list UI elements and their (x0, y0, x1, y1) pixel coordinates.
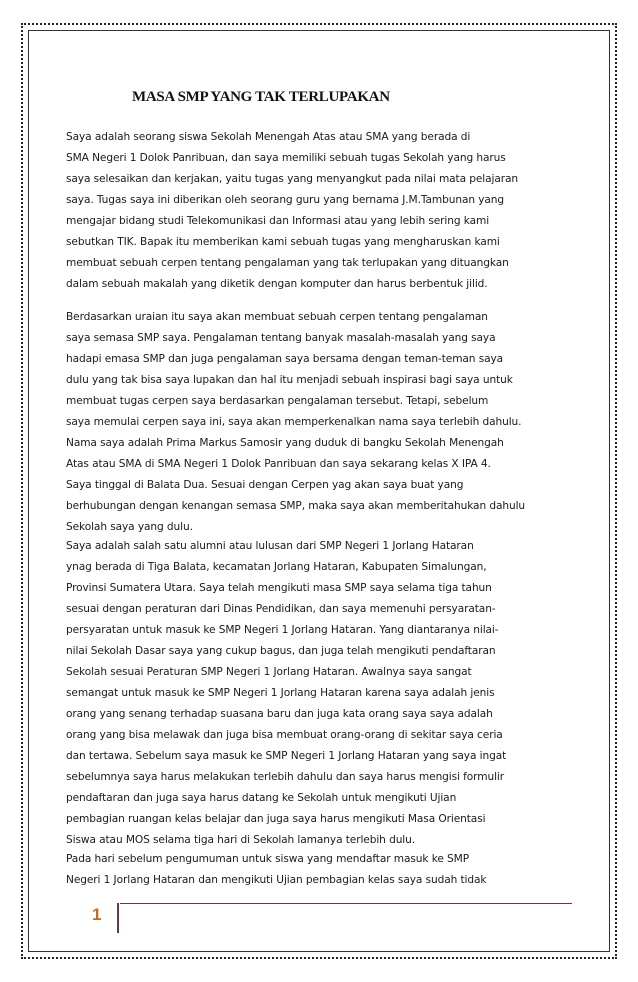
paragraph-line: sebutkan TIK. Bapak itu memberikan kami sebuah tugas yang mengharuskan kami (66, 236, 500, 248)
paragraph-line: berhubungan dengan kenangan semasa SMP, maka saya akan memberitahukan dahulu (66, 500, 526, 512)
paragraph-line: saya semasa SMP saya. Pengalaman tentang banyak masalah-masalah yang saya (66, 332, 496, 344)
paragraph-1 (66, 127, 574, 295)
paragraph-line: orang yang bisa melawak dan juga bisa membuat orang-orang di sekitar saya ceria (66, 729, 503, 741)
paragraph-line: hadapi emasa SMP dan juga pengalaman saya bersama dengan teman-teman saya (66, 353, 504, 365)
paragraph-line: orang yang senang terhadap suasana baru dan juga kata orang saya saya adalah (66, 708, 493, 720)
paragraph-line: mengajar bidang studi Telekomunikasi dan Informasi atau yang lebih sering kami (66, 215, 490, 227)
page-number: 1 (92, 905, 102, 924)
paragraph-line: Sekolah saya yang dulu. (66, 521, 193, 533)
paragraph-line: Pada hari sebelum pengumuman untuk siswa yang mendaftar masuk ke SMP (66, 853, 469, 865)
paragraph-line: saya memulai cerpen saya ini, saya akan memperkenalkan nama saya terlebih dahulu. (66, 416, 522, 428)
paragraph-line: Negeri 1 Jorlang Hataran dan mengikuti Ujian pembagian kelas saya sudah tidak (66, 874, 487, 886)
footer-divider-vertical (117, 903, 119, 933)
paragraph-line: ynag berada di Tiga Balata, kecamatan Jorlang Hataran, Kabupaten Simalungan, (66, 561, 487, 573)
paragraph-line: dan tertawa. Sebelum saya masuk ke SMP Negeri 1 Jorlang Hataran yang saya ingat (66, 750, 507, 762)
paragraph-line: Sekolah sesuai Peraturan SMP Negeri 1 Jorlang Hataran. Awalnya saya sangat (66, 666, 472, 678)
paragraph-line: saya selesaikan dan kerjakan, yaitu tugas yang menyangkut pada nilai mata pelajaran (66, 173, 519, 185)
paragraph-line: SMA Negeri 1 Dolok Panribuan, dan saya memiliki sebuah tugas Sekolah yang harus (66, 152, 506, 164)
paragraph-line: sesuai dengan peraturan dari Dinas Pendidikan, dan saya memenuhi persyaratan- (66, 603, 496, 615)
paragraph-line: Berdasarkan uraian itu saya akan membuat sebuah cerpen tentang pengalaman (66, 311, 488, 323)
paragraph-line: Saya tinggal di Balata Dua. Sesuai dengan Cerpen yag akan saya buat yang (66, 479, 464, 491)
paragraph-line: Saya adalah salah satu alumni atau lulusan dari SMP Negeri 1 Jorlang Hataran (66, 540, 474, 552)
paragraph-line: membuat sebuah cerpen tentang pengalaman yang tak terlupakan yang dituangkan (66, 257, 509, 269)
footer-rule (120, 903, 572, 904)
paragraph-3 (66, 536, 574, 851)
paragraph-line: dalam sebuah makalah yang diketik dengan komputer dan harus berbentuk jilid. (66, 278, 488, 290)
paragraph-line: sebelumnya saya harus melakukan terlebih dahulu dan saya harus mengisi formulir (66, 771, 505, 783)
paragraph-line: Provinsi Sumatera Utara. Saya telah mengikuti masa SMP saya selama tiga tahun (66, 582, 492, 594)
paragraph-line: Atas atau SMA di SMA Negeri 1 Dolok Panribuan dan saya sekarang kelas X IPA 4. (66, 458, 491, 470)
paragraph-line: Siswa atau MOS selama tiga hari di Sekolah lamanya terlebih dulu. (66, 834, 416, 846)
paragraph-line: saya. Tugas saya ini diberikan oleh seorang guru yang bernama J.M.Tambunan yang (66, 194, 505, 206)
paragraph-line: Nama saya adalah Prima Markus Samosir yang duduk di bangku Sekolah Menengah (66, 437, 504, 449)
paragraph-2 (66, 307, 574, 538)
page-title: MASA SMP YANG TAK TERLUPAKAN (132, 89, 390, 105)
paragraph-line: dulu yang tak bisa saya lupakan dan hal itu menjadi sebuah inspirasi bagi saya untuk (66, 374, 513, 386)
paragraph-line: pendaftaran dan juga saya harus datang ke Sekolah untuk mengikuti Ujian (66, 792, 457, 804)
paragraph-line: semangat untuk masuk ke SMP Negeri 1 Jorlang Hataran karena saya adalah jenis (66, 687, 495, 699)
paragraph-line: persyaratan untuk masuk ke SMP Negeri 1 Jorlang Hataran. Yang diantaranya nilai- (66, 624, 499, 636)
paragraph-line: membuat tugas cerpen saya berdasarkan pengalaman tersebut. Tetapi, sebelum (66, 395, 489, 407)
paragraph-4 (66, 849, 574, 891)
paragraph-line: pembagian ruangan kelas belajar dan juga saya harus mengikuti Masa Orientasi (66, 813, 486, 825)
paragraph-line: Saya adalah seorang siswa Sekolah Menengah Atas atau SMA yang berada di (66, 131, 471, 143)
paragraph-line: nilai Sekolah Dasar saya yang cukup bagus, dan juga telah mengikuti pendaftaran (66, 645, 496, 657)
